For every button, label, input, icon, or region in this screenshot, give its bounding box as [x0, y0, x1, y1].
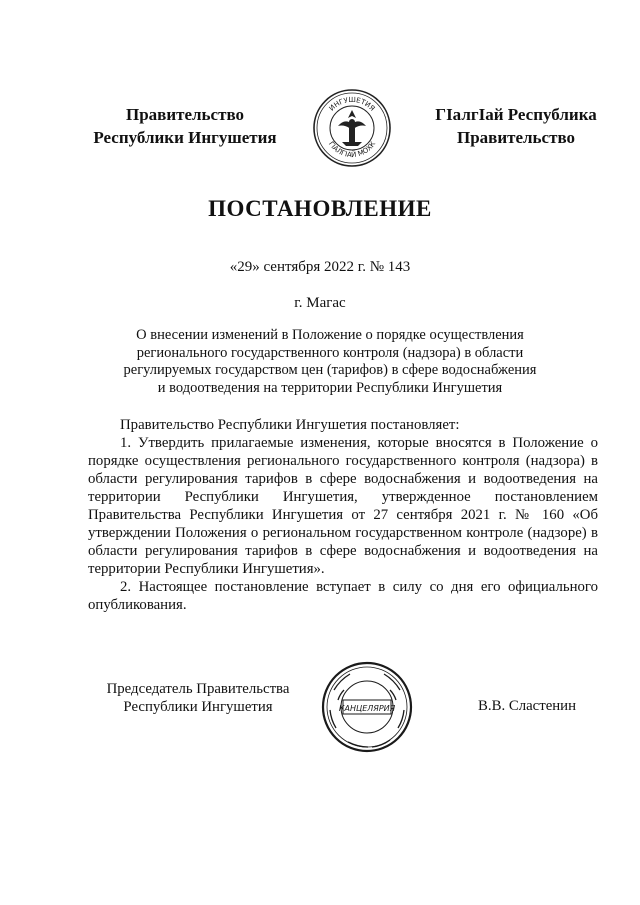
coat-of-arms-emblem [312, 88, 392, 168]
header-right-line1: ГIалгIай Республика [435, 105, 597, 124]
document-city: г. Магас [294, 295, 346, 311]
header-left [80, 103, 290, 149]
emblem-text-bottom: ГIАЛГIАЙ МОХК [326, 140, 378, 160]
stamp-center-text: КАНЦЕЛЯРИЯ [338, 704, 396, 713]
signatory-position-line1: Председатель Правительства [106, 681, 290, 697]
document-body [88, 416, 598, 614]
office-seal-stamp [320, 660, 414, 754]
signatory-position [98, 680, 298, 716]
signatory-name: В.В. Сластенин [478, 698, 577, 714]
signatory-position-line2: Республики Ингушетия [123, 699, 273, 715]
emblem-text-top: ИНГУШЕТИЯ [327, 95, 377, 113]
header-right [418, 103, 614, 149]
body-item-1: 1. Утвердить прилагаемые изменения, которые вносятся в Положение о порядке осуществления регионального государственного контроля (надзора) в области регулирования тарифов в сфере водоснабжения и водоотведения на территории Республики Ингушетия, утвержденное постановлением Правительства Республики Ингушетия от 27 сентября 2021 г. № 160 «Об утверждении Положения о региональном государственном контроле (надзоре) в области регулирования тарифов в сфере водоснабжения и водоотведения на территории Республики Ингушетия». [88, 435, 598, 577]
document-title: ПОСТАНОВЛЕНИЕ [208, 196, 432, 221]
body-intro: Правительство Республики Ингушетия постановляет: [120, 417, 460, 433]
header-right-line2: Правительство [456, 128, 576, 147]
body-item-2: 2. Настоящее постановление вступает в силу со дня его официального опубликования. [88, 579, 598, 613]
header-left-line2: Республики Ингушетия [93, 128, 277, 147]
document-subject: О внесении изменений в Положение о порядке осуществления регионального государственного контроля (надзора) в области регулируемых государством цен (тарифов) в сфере водоснабжения и водоотведения на территории Республики Ингушетия [123, 327, 537, 396]
header-left-line1: Правительство [125, 105, 245, 124]
document-date-number: «29» сентября 2022 г. № 143 [229, 259, 411, 275]
